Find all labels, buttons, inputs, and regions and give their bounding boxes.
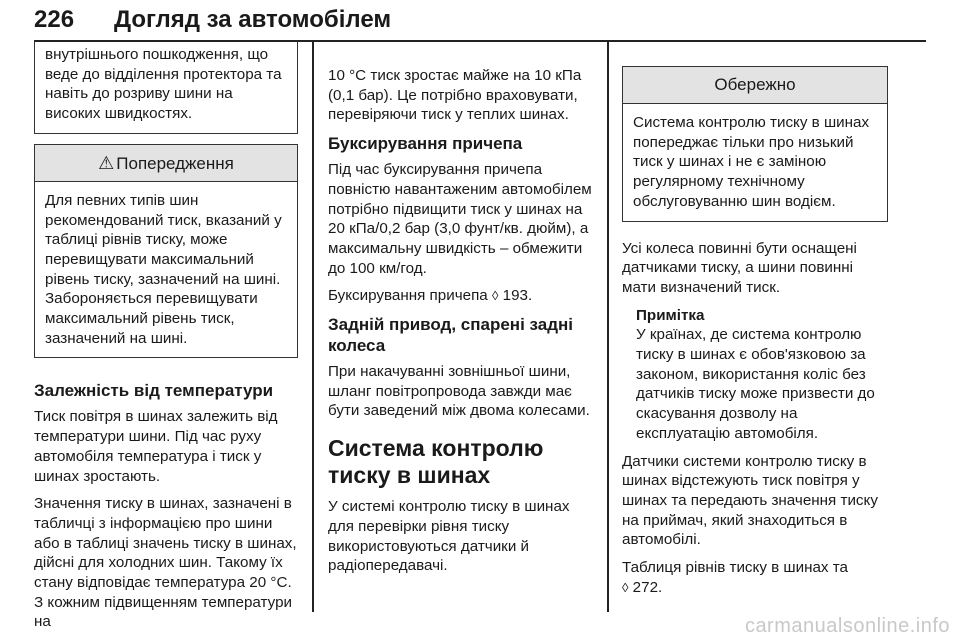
reference-text: Буксирування причепа <box>328 287 488 305</box>
page-reference-link[interactable]: 193. <box>502 287 533 305</box>
page-number: 226 <box>34 6 75 33</box>
paragraph: Під час буксирування причепа повністю навантаженим автомобілем потрібно підвищити тиск у шинах на 20 кПа/0,2 бар (3,0 фунт/кв. дюйм), а максимальну швидкість – обмежити до 100 км/год. <box>328 161 592 277</box>
section-heading-temperature: Залежність від температури <box>34 381 274 401</box>
page-reference-icon: ◊ <box>491 288 499 304</box>
section-heading-tpms: Система контролю тиску в шинах <box>328 435 544 489</box>
watermark: carmanualsonline.info <box>744 615 950 637</box>
page-header <box>34 6 934 40</box>
paragraph: Значення тиску в шинах, зазначені в табличці з інформацією про шини або в таблиці значень тиску в шинах, дійсні для холодних шин. Такому їх стану відповідає температура 20 °C. З кожним підвищенням температури на <box>34 495 297 631</box>
caution-body: Система контролю тиску в шинах попереджає тільки про низький тиск у шинах і не є заміною регулярному технічному обслуговуванню шин водієм. <box>633 114 870 210</box>
column-divider-1 <box>312 40 314 612</box>
warning-box <box>34 144 298 359</box>
note-block <box>622 306 888 444</box>
warning-continuation-text: внутрішнього пошкодження, що веде до відділення протектора та навіть до розриву шини на високих швидкостях. <box>45 46 282 123</box>
trailer-reference <box>328 286 594 306</box>
caution-header: Обережно <box>623 67 887 104</box>
section-heading-trailer: Буксирування причепа <box>328 134 523 154</box>
caution-box <box>622 66 888 222</box>
table-reference <box>622 558 888 597</box>
page-title: Догляд за автомобілем <box>114 6 392 33</box>
column-right <box>622 66 888 605</box>
warning-header <box>35 145 297 182</box>
note-title: Примітка <box>636 306 705 324</box>
warning-title: Попередження <box>116 153 234 173</box>
paragraph: У системі контролю тиску в шинах для перевірки рівня тиску використовуються датчики й радіопередавачі. <box>328 498 570 575</box>
warning-continuation-box <box>34 41 298 134</box>
paragraph: Усі колеса повинні бути оснащені датчиками тиску, а шини повинні мати визначений тиск. <box>622 239 857 296</box>
note-body: У країнах, де система контролю тиску в шинах є обов'язковою за законом, використання коліс без датчиків тиску може призвести до скасування дозволу на експлуатацію автомобіля. <box>636 326 875 442</box>
section-heading-rear-drive: Задній привод, спарені задні колеса <box>328 315 573 356</box>
column-left <box>34 41 298 640</box>
page-reference-link[interactable]: 272. <box>632 578 663 596</box>
paragraph: 10 °C тиск зростає майже на 10 кПа (0,1 бар). Це потрібно враховувати, перевіряючи тиск у теплих шинах. <box>328 67 582 124</box>
warning-body: Для певних типів шин рекомендований тиск, вказаний у таблиці рівнів тиску, може перевищувати максимальний рівень тиску, зазначений на шині. Забороняється перевищувати максимальний рівень тиск, зазначений на шині. <box>45 191 282 347</box>
paragraph: Датчики системи контролю тиску в шинах відстежують тиск повітря у шинах та передають значення тиску на приймач, який знаходиться в автомобілі. <box>622 452 878 549</box>
warning-icon: ⚠ <box>98 152 115 173</box>
column-middle <box>328 66 594 584</box>
paragraph: При накачуванні зовнішньої шини, шланг повітропровода завжди має бути заведений між двома колесами. <box>328 363 590 420</box>
reference-text: Таблиця рівнів тиску в шинах та <box>622 559 848 577</box>
paragraph: Тиск повітря в шинах залежить від температури шини. Під час руху автомобіля температура і тиск у шинах зростають. <box>34 408 278 485</box>
column-divider-2 <box>607 40 609 612</box>
page-reference-icon: ◊ <box>622 579 629 595</box>
